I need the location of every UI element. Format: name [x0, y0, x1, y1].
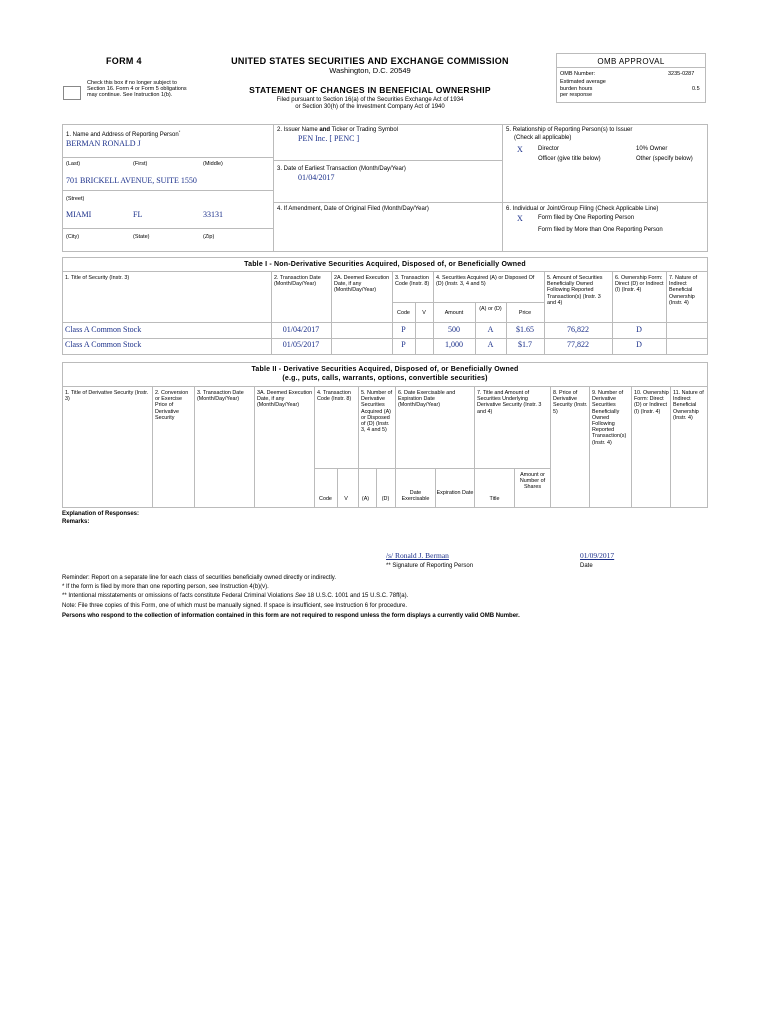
city-label: (City): [66, 234, 80, 240]
last-label: (Last): [66, 161, 81, 167]
check-all-label: (Check all applicable): [514, 135, 572, 141]
note-multiple-persons: * If the form is filed by more than one reporting person, see Instruction 4(b)(v).: [62, 584, 269, 590]
agency-title: UNITED STATES SECURITIES AND EXCHANGE COMMISSION: [231, 56, 509, 66]
t1-sub-price: Price: [518, 310, 532, 316]
first-label: (First): [133, 161, 148, 167]
signature-value: /s/ Ronald J. Berman: [386, 551, 449, 560]
reporting-person-label: 1. Name and Address of Reporting Person*: [66, 129, 181, 138]
t1-col-ownership-form: 6. Ownership Form: Direct (D) or Indirect (I) (Instr. 4): [615, 275, 664, 294]
row-2-form: D: [636, 340, 642, 349]
other-label: Other (specify below): [636, 156, 693, 162]
t2-col-price: 8. Price of Derivative Security (Instr. 5): [553, 390, 588, 415]
statement-title: STATEMENT OF CHANGES IN BENEFICIAL OWNERSHIP: [249, 85, 491, 95]
t1-col-nature: 7. Nature of Indirect Beneficial Ownership (Instr. 4): [669, 275, 698, 306]
t2-col-ownership-form: 10. Ownership Form: Direct (D) or Indirect (I) (Instr. 4): [634, 390, 669, 415]
city-value: MIAMI: [66, 210, 92, 219]
street-label: (Street): [66, 196, 85, 202]
filing-label: 6. Individual or Joint/Group Filing (Check Applicable Line): [506, 206, 659, 212]
remarks-label: Remarks:: [62, 519, 90, 525]
t2-sub-a: (A): [361, 496, 370, 502]
t1-col-amount-owned: 5. Amount of Securities Beneficially Owned Following Reported Transaction(s) (Instr. 3 and 4): [547, 275, 603, 306]
signature-label: ** Signature of Reporting Person: [386, 563, 474, 569]
t1-col-acquired: 4. Securities Acquired (A) or Disposed Of (D) (Instr. 3, 4 and 5): [436, 275, 535, 288]
row-1-price: $1.65: [516, 325, 534, 334]
director-mark[interactable]: X: [517, 145, 523, 154]
row-2-owned: 77,822: [567, 340, 589, 349]
row-1-owned: 76,822: [567, 325, 589, 334]
row-2-amount: 1,000: [445, 340, 463, 349]
ten-pct-owner-label: 10% Owner: [636, 146, 668, 152]
filed-line-2: or Section 30(h) of the Investment Company Act of 1940: [295, 104, 445, 110]
t2-col-number: 5. Number of Derivative Securities Acquired (A) or Disposed of (D) (Instr. 3, 4 and 5): [361, 390, 393, 434]
row-2-code: P: [401, 340, 406, 349]
t2-col-owned: 9. Number of Derivative Securities Beneficially Owned Following Reported Transaction(s) (Instr. 4): [592, 390, 627, 446]
t1-col-deemed: 2A. Deemed Execution Date, if any (Month/Day/Year): [334, 275, 390, 294]
state-label: (State): [133, 234, 150, 240]
t1-sub-code: Code: [397, 310, 410, 316]
table-1-title: Table I - Non-Derivative Securities Acquired, Disposed of, or Beneficially Owned: [244, 261, 526, 268]
row-2-ad: A: [487, 340, 494, 349]
middle-label: (Middle): [203, 161, 223, 167]
earliest-date-label: 3. Date of Earliest Transaction (Month/Day/Year): [277, 166, 406, 172]
t1-col-date: 2. Transaction Date (Month/Day/Year): [274, 275, 321, 288]
t2-col-title: 1. Title of Derivative Security (Instr. 3): [65, 390, 149, 403]
row-1-date: 01/04/2017: [282, 325, 320, 334]
t2-col-conversion: 2. Conversion or Exercise Price of Derivative Security: [155, 390, 189, 421]
no-longer-subject-checkbox[interactable]: [63, 86, 81, 100]
filed-line-1: Filed pursuant to Section 16(a) of the Securities Exchange Act of 1934: [276, 97, 464, 103]
omb-number-value: 3235-0287: [668, 71, 695, 77]
state-value: FL: [133, 210, 143, 219]
row-1-amount: 500: [448, 325, 460, 334]
zip-label: (Zip): [203, 234, 215, 240]
table-2-title-1: Table II - Derivative Securities Acquired, Disposed of, or Beneficially Owned: [251, 366, 519, 373]
omb-burden-value: 0.5: [692, 86, 700, 92]
row-1-form: D: [636, 325, 642, 334]
form-label: FORM 4: [106, 56, 142, 66]
note-reminder: Reminder: Report on a separate line for each class of securities beneficially owned directly or indirectly.: [62, 575, 337, 581]
t2-col-nature: 11. Nature of Indirect Beneficial Ownership (Instr. 4): [673, 390, 704, 421]
t1-sub-amount: Amount: [444, 310, 464, 316]
row-2-date: 01/05/2017: [282, 340, 320, 349]
t2-col-code: 4. Transaction Code (Instr. 8): [317, 390, 352, 403]
one-person-mark[interactable]: X: [517, 214, 523, 223]
agency-city: Washington, D.C. 20549: [329, 66, 411, 75]
amendment-label: 4. If Amendment, Date of Original Filed (Month/Day/Year): [277, 206, 429, 212]
note-omb: Persons who respond to the collection of information contained in this form are not required to respond unless the form displays a currently valid OMB Number.: [62, 613, 520, 619]
relationship-label: 5. Relationship of Reporting Person(s) to Issuer: [506, 127, 633, 133]
row-1-code: P: [401, 325, 406, 334]
row-2-title: Class A Common Stock: [65, 340, 142, 349]
omb-number-label: OMB Number:: [560, 71, 596, 77]
t1-sub-v: V: [422, 310, 426, 316]
t2-col-underlying: 7. Title and Amount of Securities Underlying Derivative Security (Instr. 3 and 4): [477, 390, 542, 415]
row-2-price: $1.7: [518, 340, 532, 349]
earliest-date-value: 01/04/2017: [298, 173, 335, 182]
issuer-label: 2. Issuer Name and Ticker or Trading Symbol: [277, 127, 399, 133]
t2-sub-v: V: [344, 496, 348, 502]
signature-date: 01/09/2017: [580, 551, 615, 560]
t2-col-deemed: 3A. Deemed Execution Date, if any (Month/Day/Year): [257, 390, 313, 409]
street-address: 701 BRICKELL AVENUE, SUITE 1550: [66, 176, 197, 185]
note-copies: Note: File three copies of this Form, one of which must be manually signed. If space is insufficient, see Instruction 6 for procedure.: [62, 603, 408, 609]
explanation-label: Explanation of Responses:: [62, 511, 140, 517]
t2-sub-title: Title: [489, 496, 500, 502]
reporting-person-name: BERMAN RONALD J: [66, 139, 141, 148]
omb-title: OMB APPROVAL: [597, 57, 665, 66]
date-label: Date: [580, 563, 593, 569]
t1-sub-ad: (A) or (D): [479, 306, 502, 312]
note-misstatements: ** Intentional misstatements or omissions of facts constitute Federal Criminal Violations See 18 U.S.C. 1001 and 15 U.S.C. 78ff(a).: [62, 593, 409, 599]
t2-sub-d: (D): [381, 496, 390, 502]
director-label: Director: [538, 146, 560, 152]
t2-sub-expiration: Expiration Date: [436, 490, 474, 496]
t2-sub-amount: Amount or Number of Shares: [519, 472, 546, 491]
t2-col-date: 3. Transaction Date (Month/Day/Year): [197, 390, 244, 403]
zip-value: 33131: [203, 210, 223, 219]
t1-col-code: 3. Transaction Code (Instr. 8): [395, 275, 430, 288]
more-persons-label: Form filed by More than One Reporting Person: [538, 227, 663, 233]
table-2-title-2: (e.g., puts, calls, warrants, options, convertible securities): [282, 375, 488, 382]
row-1-ad: A: [487, 325, 494, 334]
t2-sub-code: Code: [319, 496, 332, 502]
checkbox-text: Check this box if no longer subject to Section 16. Form 4 or Form 5 obligations may continue. See Instruction 1(b).: [87, 80, 187, 98]
t1-col-title: 1. Title of Security (Instr. 3): [65, 275, 130, 281]
omb-burden-label: Estimated average burden hours per response: [560, 79, 606, 98]
t2-col-exercisable: 6. Date Exercisable and Expiration Date (Month/Day/Year): [398, 390, 456, 409]
t2-sub-date-exercisable: Date Exercisable: [401, 490, 430, 503]
issuer-value: PEN Inc. [ PENC ]: [298, 134, 360, 143]
officer-label: Officer (give title below): [538, 156, 601, 162]
one-person-label: Form filed by One Reporting Person: [538, 215, 635, 221]
row-1-title: Class A Common Stock: [65, 325, 142, 334]
